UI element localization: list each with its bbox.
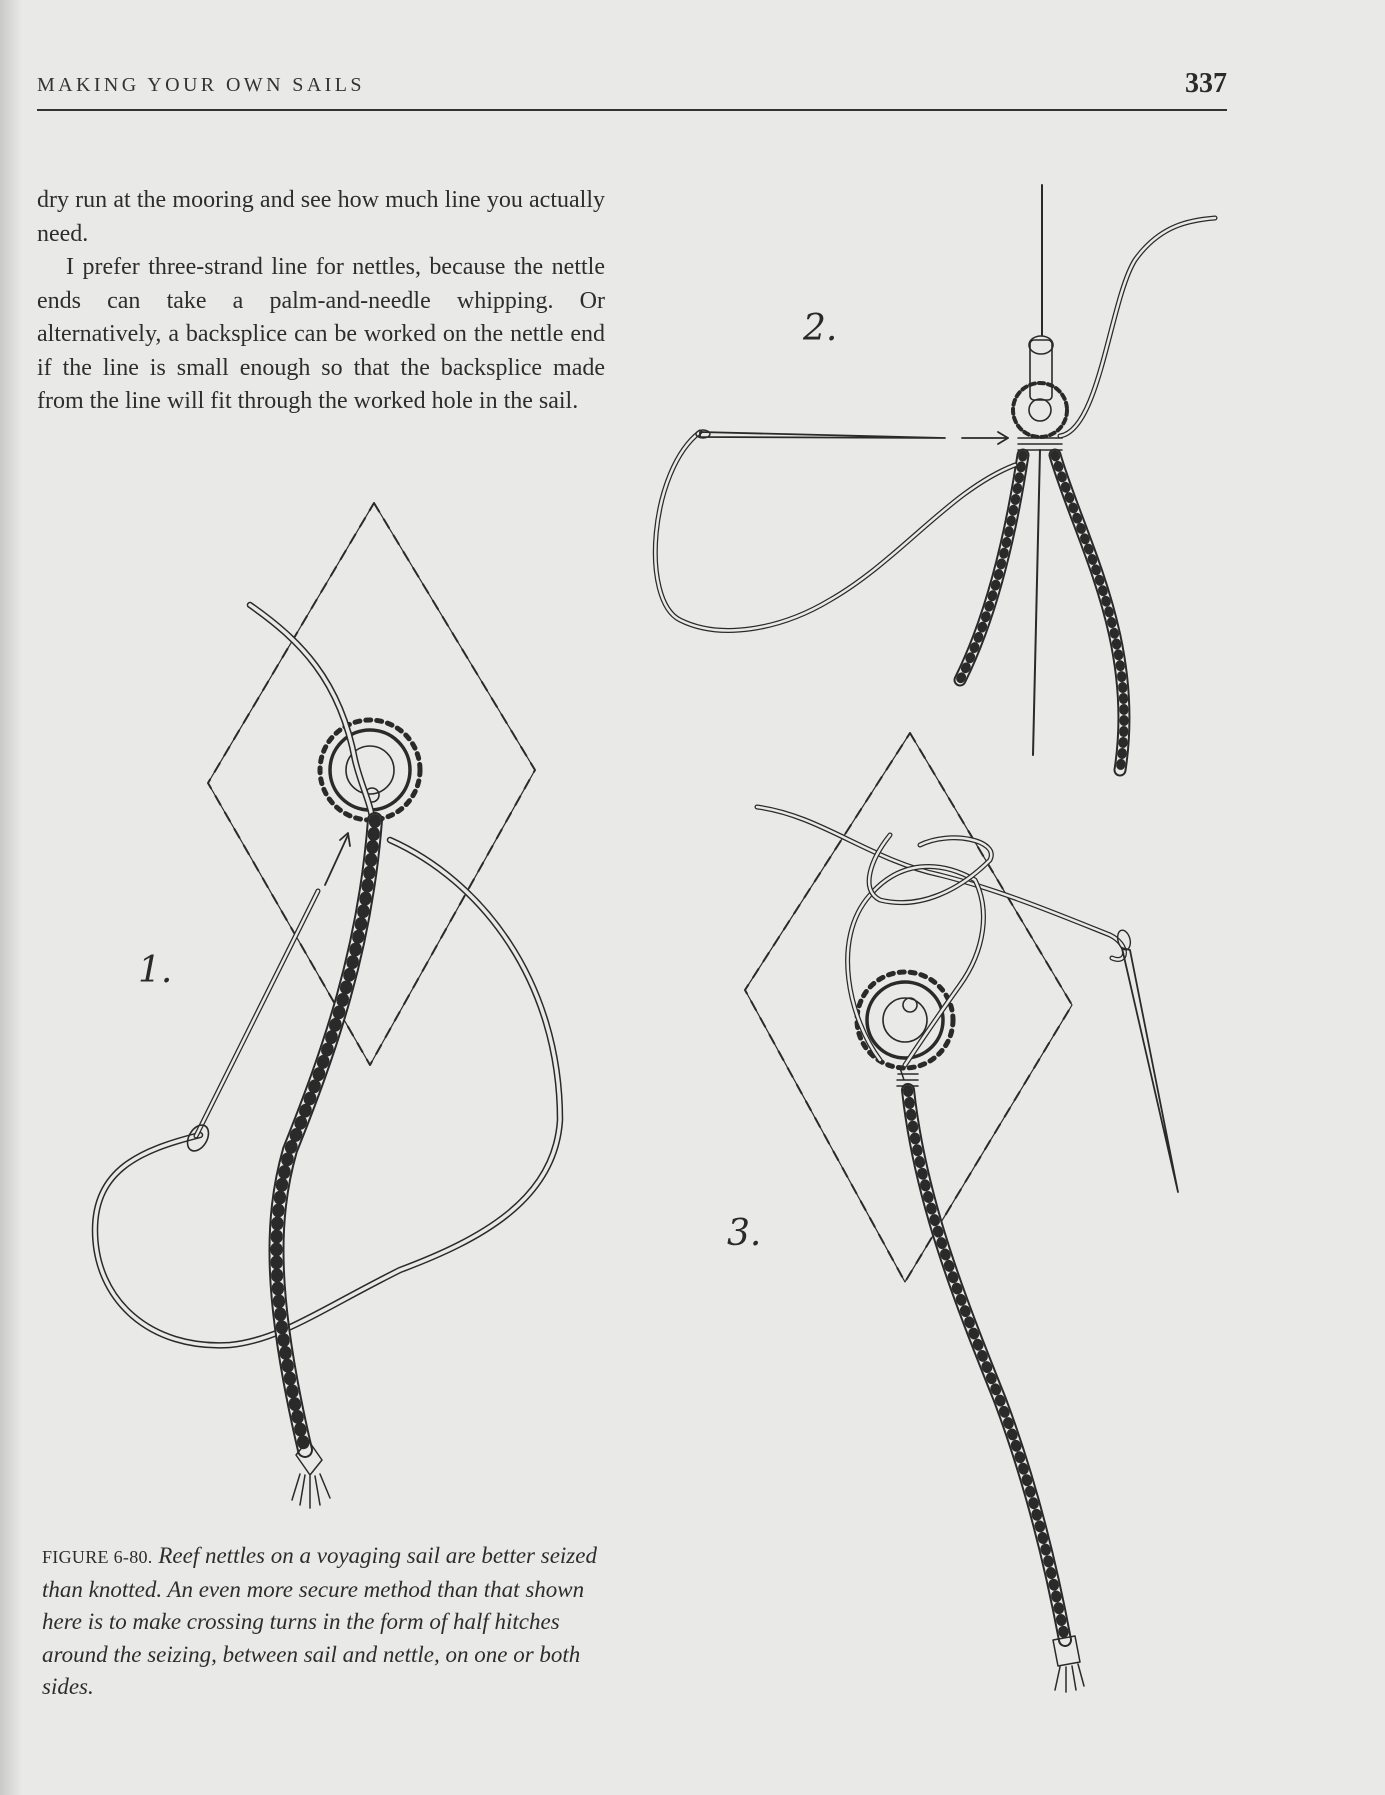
page-number: 337 (1185, 68, 1227, 99)
figure-1-nettle-rope (276, 820, 375, 1508)
figure-2-sail-edge (1033, 185, 1042, 755)
step-label-2: 2. (803, 308, 838, 349)
running-head: MAKING YOUR OWN SAILS (37, 74, 365, 96)
figure-3-nettle-rope (897, 1068, 1084, 1692)
paragraph-2: I prefer three-strand line for nettles, because the nettle ends can take a palm-and-needle whipping. Or alternatively, a backsplice can be worked on the nettle end if the line is small enough so that the backsplice made from the line will fit through the worked hole in the sail. (37, 254, 605, 414)
figure-number: FIGURE 6-80. (42, 1547, 153, 1567)
step-label-3: 3. (727, 1213, 762, 1254)
figure-1-sail-patch (208, 503, 535, 1065)
figure-2-arrow (962, 432, 1008, 444)
figure-1-arrow (325, 833, 350, 885)
figure-2-needle (696, 430, 945, 438)
figure-caption-text: Reef nettles on a voyaging sail are better seized than knotted. An even more secure method than that shown here is to make crossing turns in the form of half hitches around the seizing, between sail and nettle, on one or both sides. (42, 1543, 597, 1699)
step-label-1: 1. (138, 950, 173, 991)
figure-caption (42, 1540, 622, 1704)
figure-2-grommet-and-rope (960, 336, 1124, 770)
figure-3-grommet (857, 972, 953, 1068)
figure-2-seizing-line (655, 218, 1215, 630)
figure-3-needle (1116, 929, 1178, 1192)
paragraph-1: dry run at the mooring and see how much line you actually need. (37, 187, 605, 247)
